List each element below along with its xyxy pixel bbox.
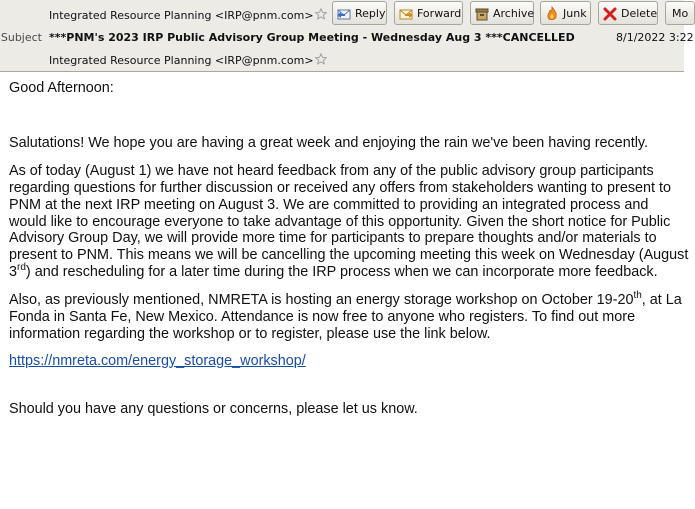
junk-label: Junk [563,7,587,20]
more-label: Mo [672,7,689,20]
paragraph-feedback-text-end: ) and rescheduling for a later time during the IRP process when we can incorporate more feedback. [25,264,658,281]
message-body [9,80,689,418]
paragraph-workshop-text: Also, as previously mentioned, NMRETA is hosting an energy storage workshop on October 19-20 [9,292,634,309]
paragraph-feedback-text: As of today (August 1) we have not heard feedback from any of the public advisory group participants regarding questions for further discussion or received any offers from stakeholders wanting to present to PNM at the next IRP meeting on August 3. We are committed to providing an integrated process and would like to encourage everyone to take advantage of this opportunity. Given the short notice for Public Advisory Group Day, we will provide more time for participants to prepare thoughts and/or materials to present to PNM. This means we will be cancelling the upcoming meeting this week on Wednesday (August 3 [9,162,689,281]
delete-x-icon [602,6,618,22]
subject-label: Subject [0,31,42,44]
archive-label: Archive [493,7,535,20]
delete-button[interactable] [598,1,658,25]
from-address[interactable]: Integrated Resource Planning <IRP@pnm.com> [49,9,314,22]
reply-label: Reply [355,7,386,20]
superscript-th: th [633,290,642,302]
to-value[interactable] [49,51,327,71]
message-header [0,0,694,72]
star-icon[interactable] [315,53,327,65]
subject-row [0,28,694,48]
to-address[interactable]: Integrated Resource Planning <IRP@pnm.com> [49,54,314,67]
forward-label: Forward [417,7,462,20]
forward-button[interactable] [394,1,463,25]
star-icon[interactable] [315,8,327,20]
archive-icon [474,6,490,22]
greeting: Good Afternoon: [9,80,114,96]
message-date: 8/1/2022 3:22 [616,31,694,44]
archive-button[interactable] [470,1,534,25]
reply-button[interactable] [332,1,387,25]
junk-button[interactable] [540,1,591,25]
delete-label: Delete [621,7,658,20]
paragraph-feedback [9,163,689,281]
paragraph-workshop [9,292,689,343]
forward-icon [398,6,414,22]
more-button[interactable] [665,1,695,25]
workshop-link[interactable]: https://nmreta.com/energy_storage_workshop/ [9,352,306,369]
reply-icon [336,6,352,22]
closing-line: Should you have any questions or concerns, please let us know. [9,400,418,417]
paragraph-workshop-text-end: , at La Fonda in Santa Fe, New Mexico. Attendance is now free to anyone who registers. To find out more information regarding the workshop or to register, please use the link below. [9,292,682,342]
superscript-rd: rd [17,262,26,274]
junk-flame-icon [544,6,560,22]
subject-value: ***PNM's 2023 IRP Public Advisory Group Meeting - Wednesday Aug 3 ***CANCELLED [49,31,575,44]
paragraph-salutations: Salutations! We hope you are having a great week and enjoying the rain we've been having recently. [9,134,649,151]
from-value[interactable] [49,6,327,26]
